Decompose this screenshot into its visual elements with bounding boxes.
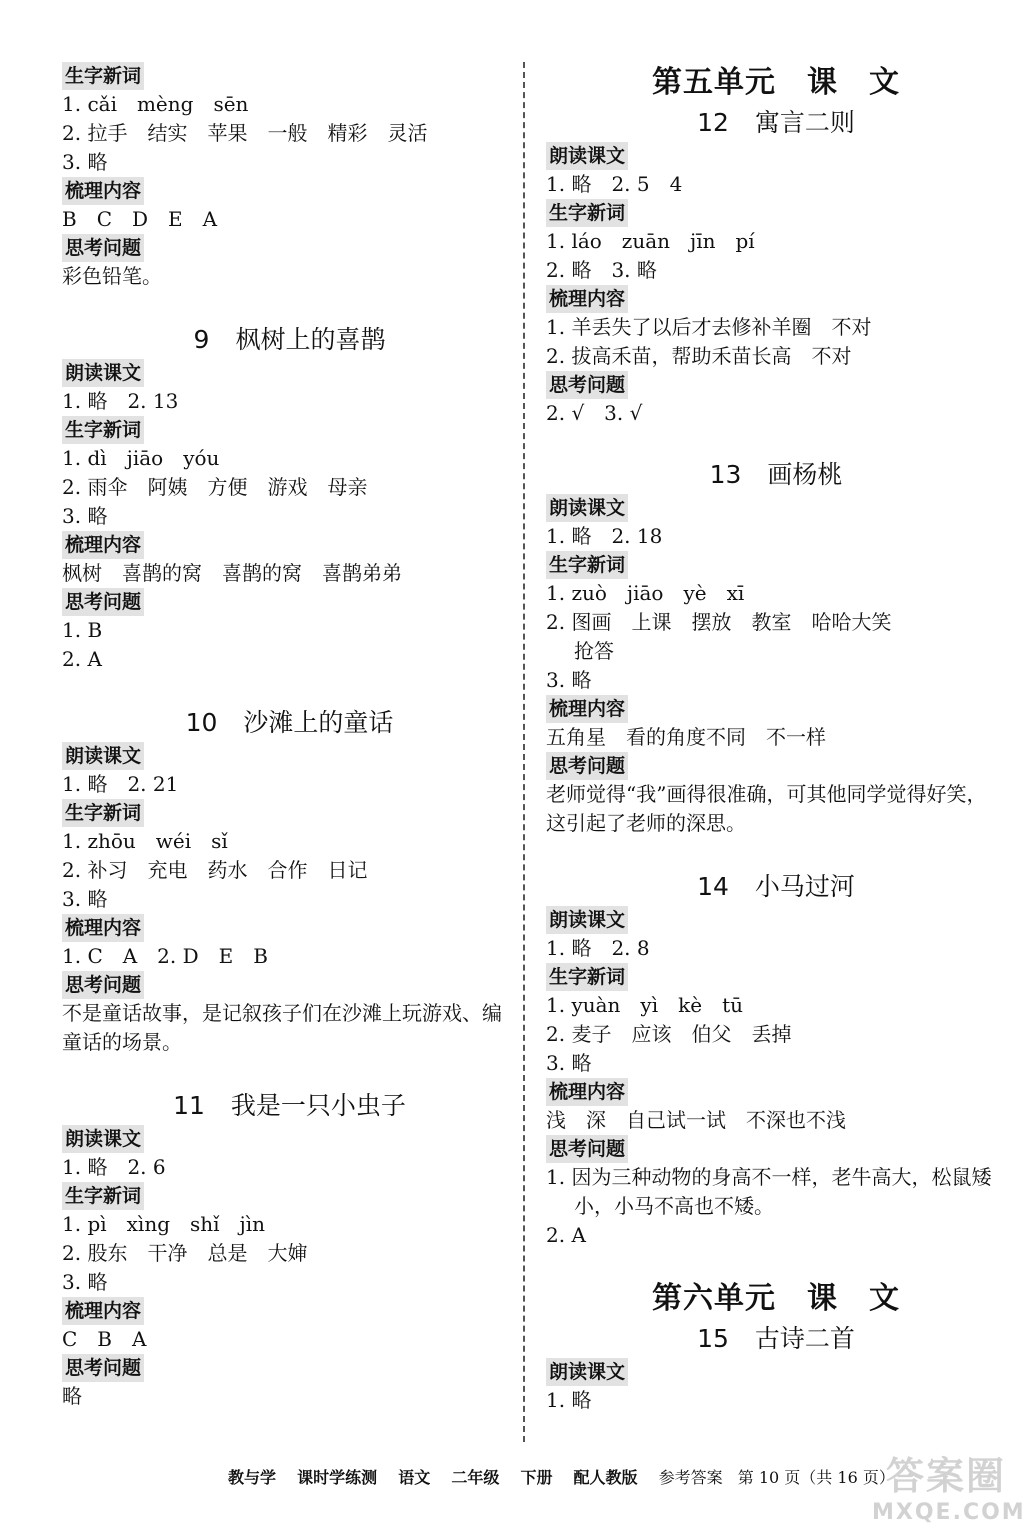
section-words [546,199,1006,285]
lesson-title [546,1320,1006,1358]
answer-line: 略 [62,1384,82,1408]
answer-line: 1. yuàn yì kè tū [546,993,743,1017]
answer-line: 五角星 看的角度不同 不一样 [546,725,826,749]
lesson-number: 10 [185,708,218,737]
section-label: 生字新词 [546,963,628,991]
section-label: 梳理内容 [546,285,628,313]
section-label: 生字新词 [62,799,144,827]
section-read [546,1358,1006,1415]
lesson-title [62,1087,517,1125]
answer-line: 2. 股东 干净 总是 大婶 [62,1241,308,1265]
answer-line: 枫树 喜鹊的窝 喜鹊的窝 喜鹊弟弟 [62,561,402,585]
section-think [62,234,517,291]
column-divider [523,62,525,1442]
lesson-number: 11 [173,1091,205,1120]
section-label: 梳理内容 [62,177,144,205]
section-sort [546,695,1006,752]
lesson-number: 12 [697,108,729,137]
answer-line: 1. dì jiāo yóu [62,446,220,470]
section-sort [546,1078,1006,1135]
footer-item: 语文 [398,1468,431,1487]
answer-line: 3. 略 [62,1270,108,1294]
answer-line: 3. 略 [62,504,108,528]
answer-line: 1. C A 2. D E B [62,944,268,968]
section-label: 生字新词 [62,62,144,90]
section-think [546,1135,1006,1250]
lesson-name: 寓言二则 [754,108,855,137]
section-read [62,742,517,799]
answer-line: 2. √ 3. √ [546,401,643,425]
footer-page-number: 第 10 页（共 16 页） [737,1468,895,1487]
section-sort [62,531,517,588]
lesson-number: 9 [193,325,210,354]
lesson-name: 沙滩上的童话 [243,708,394,737]
answer-line: 3. 略 [546,1051,592,1075]
lesson-name: 我是一只小虫子 [230,1091,406,1120]
answer-line: 1. láo zuān jīn pí [546,229,755,253]
answer-line: 2. 拉手 结实 苹果 一般 精彩 灵活 [62,121,428,145]
answer-paragraph: 老师觉得“我”画得很准确，可其他同学觉得好笑，这引起了老师的深思。 [546,782,987,835]
answer-line: 2. 雨伞 阿姨 方便 游戏 母亲 [62,475,368,499]
answer-line: 2. 麦子 应该 伯父 丢掉 [546,1022,792,1046]
section-read [546,906,1006,963]
section-sort [62,1297,517,1354]
section-read [62,1125,517,1182]
section-sort [546,285,1006,371]
section-words [62,416,517,531]
answer-line: 1. zhōu wéi sǐ [62,829,228,853]
lesson-number: 13 [709,460,742,489]
section-words [546,963,1006,1078]
section-label: 思考问题 [62,234,144,262]
lesson-title [546,456,1006,494]
section-label: 思考问题 [546,752,628,780]
answer-line: 1. 略 [546,1388,592,1412]
section-label: 生字新词 [62,416,144,444]
lesson-name: 古诗二首 [754,1324,855,1353]
section-label: 思考问题 [62,971,144,999]
answer-line: 2. A [62,647,102,671]
section-label: 生字新词 [546,551,628,579]
page-footer [228,1465,905,1491]
answer-line: 彩色铅笔。 [62,264,162,288]
section-label: 思考问题 [546,1135,628,1163]
footer-item: 教与学 [228,1468,277,1487]
answer-line: 浅 深 自己试一试 不深也不浅 [546,1108,846,1132]
answer-line: 2. A [546,1223,586,1247]
answer-line: 1. pì xìng shǐ jìn [62,1212,266,1236]
footer-item: 参考答案 [658,1468,723,1487]
section-label: 梳理内容 [546,1078,628,1106]
answer-paragraph: 1. 因为三种动物的身高不一样，老牛高大，松鼠矮小，小马不高也不矮。 [546,1165,992,1218]
answer-line: 1. 略 2. 5 4 [546,172,683,196]
lesson-title [62,704,517,742]
answer-line-continued: 抢答 [574,639,614,663]
right-column [546,62,1006,1415]
section-sort [62,177,517,234]
answer-line: 2. 图画 上课 摆放 教室 哈哈大笑 [546,610,892,634]
section-label: 梳理内容 [62,1297,144,1325]
answer-line: 2. 补习 充电 药水 合作 日记 [62,858,368,882]
lesson-name: 枫树上的喜鹊 [235,325,386,354]
section-words [546,551,1006,695]
section-label: 朗读课文 [546,906,628,934]
section-label: 生字新词 [62,1182,144,1210]
section-sort [62,914,517,971]
answer-line: 2. 拔高禾苗，帮助禾苗长高 不对 [546,344,852,368]
lesson-title [546,868,1006,906]
footer-item: 课时学练测 [297,1468,378,1487]
section-label: 梳理内容 [62,914,144,942]
section-label: 梳理内容 [62,531,144,559]
answer-line: 1. 略 2. 8 [546,936,650,960]
section-label: 朗读课文 [62,742,144,770]
lesson-name: 画杨桃 [767,460,843,489]
answer-line: 1. cǎi mèng sēn [62,92,249,116]
answer-line: C B A [62,1327,147,1351]
answer-line: 3. 略 [546,668,592,692]
answer-line: 1. B [62,618,103,642]
section-label: 朗读课文 [62,359,144,387]
section-label: 朗读课文 [546,142,628,170]
section-label: 朗读课文 [62,1125,144,1153]
answer-line: 1. 略 2. 18 [546,524,663,548]
watermark-text: 答案圈 [885,1454,1006,1498]
watermark-url: MXQE.COM [872,1500,1026,1525]
lesson-number: 14 [697,872,729,901]
answer-line: 1. 羊丢失了以后才去修补羊圈 不对 [546,315,872,339]
section-think [62,1354,517,1411]
section-read [546,494,1006,551]
section-label: 朗读课文 [546,1358,628,1386]
footer-item: 下册 [520,1468,553,1487]
section-think [62,588,517,674]
section-think [546,371,1006,428]
lesson-title [62,321,517,359]
section-label: 思考问题 [546,371,628,399]
answer-line: 1. 略 2. 6 [62,1155,166,1179]
answer-line: 3. 略 [62,150,108,174]
answer-line: B C D E A [62,207,218,231]
lesson-title [546,104,1006,142]
left-column [62,62,517,1411]
answer-line: 1. 略 2. 13 [62,389,179,413]
unit-title: 第五单元 课 文 [652,65,900,100]
answer-paragraph: 不是童话故事，是记叙孩子们在沙滩上玩游戏、编童话的场景。 [62,1001,502,1054]
answer-line: 1. zuò jiāo yè xī [546,581,745,605]
section-think [546,752,1006,838]
section-words [62,799,517,914]
unit-title: 第六单元 课 文 [652,1281,900,1316]
answer-line: 1. 略 2. 21 [62,772,179,796]
lesson-number: 15 [697,1324,729,1353]
section-words [62,62,517,177]
footer-item: 二年级 [451,1468,500,1487]
section-label: 思考问题 [62,1354,144,1382]
section-words [62,1182,517,1297]
section-read [62,359,517,416]
answer-line: 3. 略 [62,887,108,911]
section-read [546,142,1006,199]
answer-line: 2. 略 3. 略 [546,258,657,282]
section-label: 生字新词 [546,199,628,227]
watermark-logo [872,1452,1026,1532]
section-label: 梳理内容 [546,695,628,723]
section-label: 思考问题 [62,588,144,616]
section-label: 朗读课文 [546,494,628,522]
lesson-name: 小马过河 [754,872,855,901]
section-think [62,971,517,1057]
footer-item: 配人教版 [573,1468,638,1487]
